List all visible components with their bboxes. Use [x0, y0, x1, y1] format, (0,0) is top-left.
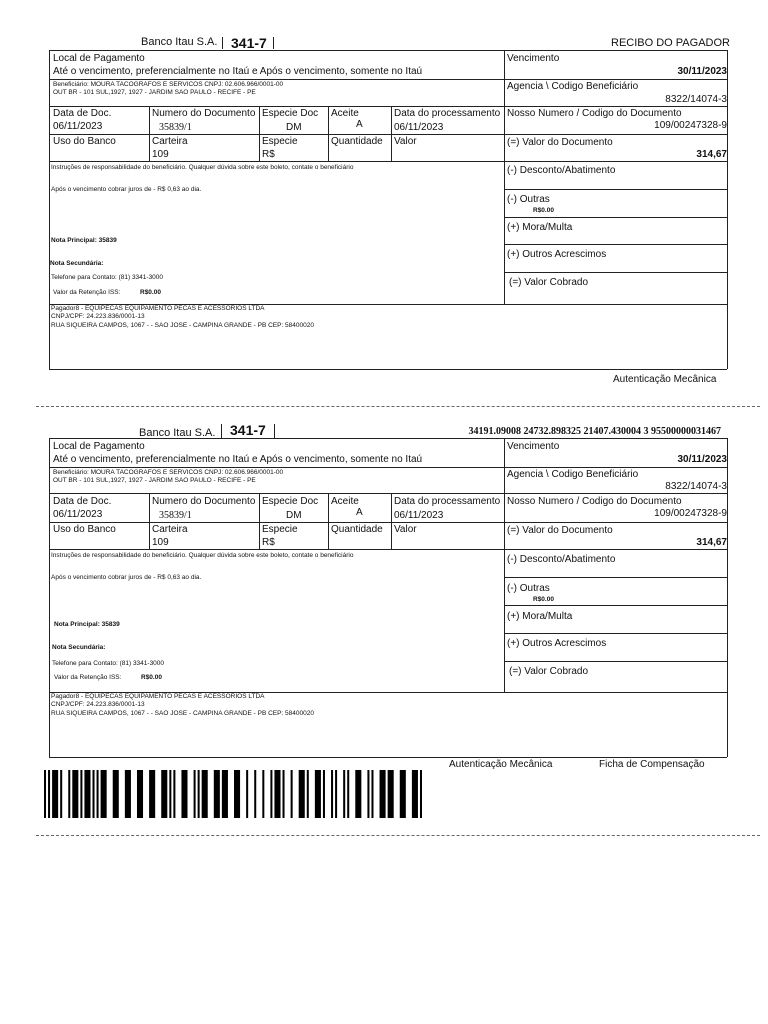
barcode-bar: [283, 770, 285, 818]
vencimento-value: 30/11/2023: [677, 454, 727, 465]
barcode-bar: [202, 770, 208, 818]
linha-digitavel: 34191.09008 24732.898325 21407.430004 3 95500000031467: [468, 426, 721, 437]
valor-documento-value: 314,67: [696, 149, 727, 160]
carteira-label: Carteira: [152, 524, 188, 535]
row-line: [504, 189, 727, 190]
aceite-label: Aceite: [331, 496, 359, 507]
barcode-bar: [84, 770, 90, 818]
aceite-label: Aceite: [331, 108, 359, 119]
barcode-bar: [97, 770, 99, 818]
agencia-label: Agencia \ Codigo Beneficiário: [507, 81, 639, 92]
row-line: [504, 272, 727, 273]
desconto-label: (-) Desconto/Abatimento: [507, 165, 616, 176]
especie-doc-label: Especie Doc: [262, 496, 319, 507]
barcode-bar: [254, 770, 256, 818]
row-line: [49, 161, 727, 162]
outros-acrescimos-label: (+) Outros Acrescimos: [507, 638, 607, 649]
barcode-bar: [137, 770, 143, 818]
retencao-iss-label: Valor da Retenção ISS:: [54, 674, 122, 681]
barcode-bar: [246, 770, 248, 818]
bank-code-separator-right: [274, 424, 275, 438]
barcode-bar: [234, 770, 240, 818]
cut-line: [36, 406, 760, 407]
frame-right: [727, 438, 728, 757]
num-doc-value: 35839/1: [159, 122, 192, 133]
beneficiario-line1: Beneficiário: MOURA TACOGRAFOS E SERVICOS CNPJ: 02.606.966/0001-00: [53, 469, 284, 476]
valor-documento-label: (=) Valor do Documento: [507, 137, 613, 148]
bank-name: Banco Itau S.A.: [139, 427, 216, 439]
barcode-bar: [380, 770, 386, 818]
autenticacao-mecanica: Autenticação Mecânica: [613, 374, 717, 385]
instrucoes-title: Instruções de responsabilidade do beneficiário. Qualquer dúvida sobre este boleto, contate o beneficiário: [51, 552, 354, 559]
barcode-bar: [169, 770, 171, 818]
row-line: [504, 217, 727, 218]
barcode-bar: [93, 770, 95, 818]
barcode-bar: [388, 770, 394, 818]
especie-value: R$: [262, 149, 275, 160]
column-divider: [504, 50, 505, 304]
carteira-value: 109: [152, 537, 169, 548]
quantidade-label: Quantidade: [331, 136, 383, 147]
num-doc-label: Numero do Documento: [152, 108, 256, 119]
row-line: [49, 79, 727, 80]
barcode-bar: [274, 770, 280, 818]
mora-multa-label: (+) Mora/Multa: [507, 222, 573, 233]
row-line: [504, 605, 727, 606]
vencimento-label: Vencimento: [507, 53, 560, 64]
frame-right: [727, 50, 728, 369]
local-label: Local de Pagamento: [53, 53, 145, 64]
barcode-bar: [72, 770, 78, 818]
agencia-label: Agencia \ Codigo Beneficiário: [507, 469, 639, 480]
data-doc-label: Data de Doc.: [53, 108, 112, 119]
barcode-bar: [291, 770, 293, 818]
data-doc-label: Data de Doc.: [53, 496, 112, 507]
telefone-contato: Telefone para Contato: (81) 3341-3000: [51, 274, 164, 281]
row-line: [49, 134, 727, 135]
valor-cobrado-label: (=) Valor Cobrado: [509, 666, 589, 677]
barcode-bar: [125, 770, 131, 818]
data-doc-value: 06/11/2023: [53, 121, 103, 132]
outros-acrescimos-label: (+) Outros Acrescimos: [507, 249, 607, 260]
barcode-bar: [222, 770, 228, 818]
valor-label: Valor: [394, 524, 417, 535]
especie-label: Especie: [262, 524, 298, 535]
cell-divider: [328, 493, 329, 549]
local-text: Até o vencimento, preferencialmente no Itaú e Após o vencimento, somente no Itaú: [53, 66, 423, 77]
telefone-contato: Telefone para Contato: (81) 3341-3000: [52, 660, 165, 667]
row-line: [49, 106, 727, 107]
cut-line: [36, 835, 760, 836]
frame-top: [49, 50, 727, 51]
nota-secundaria: Nota Secundária:: [50, 260, 104, 267]
carteira-label: Carteira: [152, 136, 188, 147]
pagador-name: Pagador8 - EQUIPECAS EQUIPAMENTO PECAS E ACESSORIOS LTDA: [51, 693, 265, 700]
ficha-compensacao: Ficha de Compensação: [599, 759, 705, 770]
row-line: [504, 244, 727, 245]
barcode-bar: [331, 770, 333, 818]
barcode-bar: [80, 770, 82, 818]
valor-documento-label: (=) Valor do Documento: [507, 525, 613, 536]
nosso-numero-value: 109/00247328-9: [654, 120, 727, 131]
carteira-value: 109: [152, 149, 169, 160]
agencia-value: 8322/14074-3: [665, 481, 727, 492]
pagador-address: RUA SIQUEIRA CAMPOS, 1067 - - SAO JOSE - CAMPINA GRANDE - PB CEP: 58400020: [51, 710, 314, 717]
beneficiario-line2: OUT BR - 101 SUL,1927, 1927 - JARDIM SAO PAULO - RECIFE - PE: [53, 89, 256, 96]
barcode-bar: [343, 770, 345, 818]
barcode-bar: [367, 770, 369, 818]
column-divider: [504, 438, 505, 692]
instrucoes-juros: Após o vencimento cobrar juros de - R$ 0,63 ao dia.: [51, 574, 202, 581]
uso-banco-label: Uso do Banco: [53, 136, 116, 147]
nota-principal: Nota Principal: 35839: [54, 621, 120, 628]
valor-documento-value: 314,67: [696, 537, 727, 548]
row-line: [504, 661, 727, 662]
barcode-bar: [400, 770, 406, 818]
cell-divider: [391, 493, 392, 549]
uso-banco-label: Uso do Banco: [53, 524, 116, 535]
row-line: [49, 522, 727, 523]
row-line: [504, 577, 727, 578]
barcode-bar: [371, 770, 373, 818]
row-line: [49, 549, 727, 550]
pagador-address: RUA SIQUEIRA CAMPOS, 1067 - - SAO JOSE - CAMPINA GRANDE - PB CEP: 58400020: [51, 322, 314, 329]
beneficiario-line2: OUT BR - 101 SUL,1927, 1927 - JARDIM SAO PAULO - RECIFE - PE: [53, 477, 256, 484]
cell-divider: [259, 106, 260, 161]
row-line: [49, 467, 727, 468]
cell-divider: [259, 493, 260, 549]
num-doc-label: Numero do Documento: [152, 496, 256, 507]
nota-secundaria: Nota Secundária:: [52, 644, 106, 651]
row-line: [49, 493, 727, 494]
instrucoes-title: Instruções de responsabilidade do beneficiário. Qualquer dúvida sobre este boleto, contate o beneficiário: [51, 164, 354, 171]
bank-code-separator-left: [222, 37, 223, 49]
barcode-bar: [420, 770, 422, 818]
outras-label: (-) Outras: [507, 583, 550, 594]
barcode-bar: [52, 770, 58, 818]
barcode-bar: [323, 770, 325, 818]
cell-divider: [328, 106, 329, 161]
frame-bottom: [49, 757, 727, 758]
barcode: [44, 770, 422, 818]
desconto-label: (-) Desconto/Abatimento: [507, 554, 616, 565]
barcode-bar: [113, 770, 119, 818]
data-proc-label: Data do processamento: [394, 496, 501, 507]
especie-doc-value: DM: [286, 122, 302, 133]
pagador-cnpj: CNPJ/CPF: 24.223.836/0001-13: [51, 701, 145, 708]
nota-principal: Nota Principal: 35839: [51, 237, 117, 244]
frame-left: [49, 50, 50, 369]
barcode-bar: [307, 770, 309, 818]
barcode-bar: [315, 770, 321, 818]
especie-doc-label: Especie Doc: [262, 108, 319, 119]
barcode-bar: [60, 770, 62, 818]
barcode-bar: [44, 770, 46, 818]
outras-value: R$0.00: [533, 207, 554, 214]
receipt-title: RECIBO DO PAGADOR: [611, 37, 730, 49]
bank-code: 341-7: [230, 422, 266, 438]
pagador-cnpj: CNPJ/CPF: 24.223.836/0001-13: [51, 313, 145, 320]
instrucoes-juros: Após o vencimento cobrar juros de - R$ 0,63 ao dia.: [51, 186, 202, 193]
quantidade-label: Quantidade: [331, 524, 383, 535]
frame-bottom: [49, 369, 727, 370]
barcode-bar: [194, 770, 196, 818]
especie-value: R$: [262, 537, 275, 548]
data-proc-value: 06/11/2023: [394, 510, 444, 521]
bank-code-separator-right: [273, 37, 274, 49]
barcode-bar: [270, 770, 272, 818]
bank-code-separator-left: [221, 424, 222, 438]
especie-label: Especie: [262, 136, 298, 147]
retencao-iss-value: R$0.00: [141, 674, 162, 681]
vencimento-label: Vencimento: [507, 441, 560, 452]
barcode-bar: [149, 770, 155, 818]
nosso-numero-label: Nosso Numero / Codigo do Documento: [507, 496, 682, 507]
barcode-bar: [173, 770, 175, 818]
cell-divider: [149, 106, 150, 161]
valor-label: Valor: [394, 136, 417, 147]
cell-divider: [149, 493, 150, 549]
local-text: Até o vencimento, preferencialmente no Itaú e Após o vencimento, somente no Itaú: [53, 454, 423, 465]
barcode-bar: [161, 770, 167, 818]
pagador-name: Pagador8 - EQUIPECAS EQUIPAMENTO PECAS E ACESSORIOS LTDA: [51, 305, 265, 312]
local-label: Local de Pagamento: [53, 441, 145, 452]
barcode-bar: [214, 770, 220, 818]
row-line: [504, 633, 727, 634]
nosso-numero-value: 109/00247328-9: [654, 508, 727, 519]
valor-cobrado-label: (=) Valor Cobrado: [509, 277, 589, 288]
cell-divider: [391, 106, 392, 161]
barcode-bar: [355, 770, 361, 818]
num-doc-value: 35839/1: [159, 510, 192, 521]
barcode-bar: [181, 770, 187, 818]
barcode-bar: [347, 770, 349, 818]
barcode-bar: [335, 770, 337, 818]
barcode-bar: [412, 770, 418, 818]
bank-name: Banco Itau S.A.: [141, 36, 218, 48]
beneficiario-line1: Beneficiário: MOURA TACOGRAFOS E SERVICOS CNPJ: 02.606.966/0001-00: [53, 81, 284, 88]
barcode-bar: [198, 770, 200, 818]
frame-left: [49, 438, 50, 757]
barcode-bar: [299, 770, 305, 818]
frame-top: [49, 438, 727, 439]
bank-code: 341-7: [231, 35, 267, 51]
barcode-bar: [68, 770, 70, 818]
aceite-value: A: [356, 507, 363, 518]
retencao-iss-label: Valor da Retenção ISS:: [53, 289, 121, 296]
aceite-value: A: [356, 119, 363, 130]
outras-label: (-) Outras: [507, 194, 550, 205]
mora-multa-label: (+) Mora/Multa: [507, 611, 573, 622]
data-doc-value: 06/11/2023: [53, 509, 103, 520]
barcode-bar: [101, 770, 107, 818]
agencia-value: 8322/14074-3: [665, 94, 727, 105]
data-proc-label: Data do processamento: [394, 108, 501, 119]
barcode-bar: [48, 770, 50, 818]
nosso-numero-label: Nosso Numero / Codigo do Documento: [507, 108, 682, 119]
vencimento-value: 30/11/2023: [677, 66, 727, 77]
retencao-iss-value: R$0.00: [140, 289, 161, 296]
barcode-bar: [262, 770, 264, 818]
autenticacao-mecanica: Autenticação Mecânica: [449, 759, 553, 770]
outras-value: R$0.00: [533, 596, 554, 603]
especie-doc-value: DM: [286, 510, 302, 521]
data-proc-value: 06/11/2023: [394, 122, 444, 133]
